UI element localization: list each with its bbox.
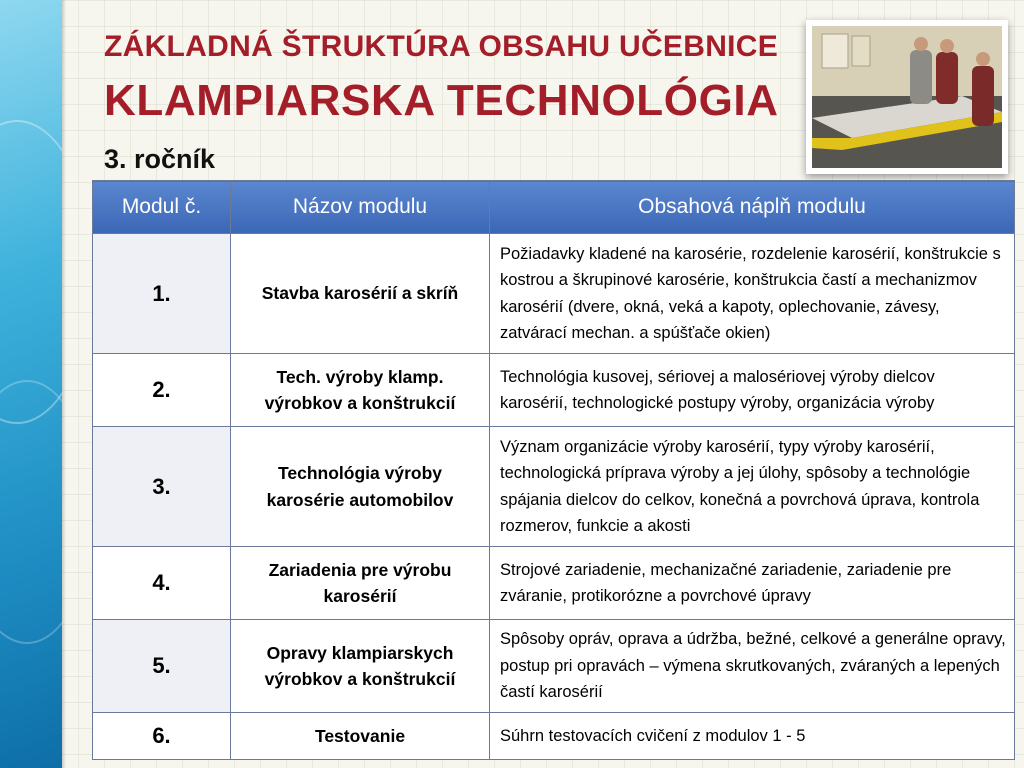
header-module-number: Modul č. xyxy=(93,181,231,234)
module-content: Požiadavky kladené na karosérie, rozdelenie karosérií, konštrukcie s kostrou a škrupinové karosérie, konštrukcia častí a mechanizmov karosérií (dvere, okná, veká a kapoty, oplechovanie, závesy, zatvárací mechan. a spúšťače okien) xyxy=(490,234,1015,354)
module-content: Technológia kusovej, sériovej a malosériovej výroby dielcov karosérií, technologické postupy výroby, organizácia výroby xyxy=(490,354,1015,427)
title-line-1: ZÁKLADNÁ ŠTRUKTÚRA OBSAHU UČEBNICE xyxy=(104,30,779,63)
module-number: 4. xyxy=(93,547,231,620)
decorative-side-band xyxy=(0,0,62,768)
table-row xyxy=(93,427,1015,547)
module-name: Testovanie xyxy=(231,713,490,760)
module-number: 5. xyxy=(93,620,231,713)
table-row xyxy=(93,234,1015,354)
module-name: Tech. výroby klamp. výrobkov a konštrukcií xyxy=(231,354,490,427)
module-number: 2. xyxy=(93,354,231,427)
module-name: Stavba karosérií a skríň xyxy=(231,234,490,354)
table-row xyxy=(93,620,1015,713)
module-name: Zariadenia pre výrobu karosérií xyxy=(231,547,490,620)
title-line-2: KLAMPIARSKA TECHNOLÓGIA xyxy=(104,76,779,125)
module-content: Súhrn testovacích cvičení z modulov 1 - 5 xyxy=(490,713,1015,760)
module-number: 3. xyxy=(93,427,231,547)
title-line-3: 3. ročník xyxy=(104,144,216,174)
workshop-photo xyxy=(806,20,1008,174)
module-number: 1. xyxy=(93,234,231,354)
module-content: Spôsoby opráv, oprava a údržba, bežné, celkové a generálne opravy, postup pri opravách – výmena skrutkovaných, zváraných a lepených častí karosérií xyxy=(490,620,1015,713)
modules-table xyxy=(92,180,1015,760)
header-module-content: Obsahová náplň modulu xyxy=(490,181,1015,234)
header-module-name: Názov modulu xyxy=(231,181,490,234)
band-shadow xyxy=(62,0,66,768)
module-name: Technológia výroby karosérie automobilov xyxy=(231,427,490,547)
table-header-row xyxy=(93,181,1015,234)
module-content: Strojové zariadenie, mechanizačné zariadenie, zariadenie pre zváranie, protikorózne a povrchové úpravy xyxy=(490,547,1015,620)
module-name: Opravy klampiarskych výrobkov a konštrukcií xyxy=(231,620,490,713)
module-content: Význam organizácie výroby karosérií, typy výroby karosérií, technologická príprava výroby a jej úlohy, spôsoby a technológie spájania dielcov do celkov, konečná a povrchová úprava, kontrola rozmerov, funkcie a akosti xyxy=(490,427,1015,547)
table-row xyxy=(93,713,1015,760)
table-row xyxy=(93,547,1015,620)
module-number: 6. xyxy=(93,713,231,760)
table-row xyxy=(93,354,1015,427)
